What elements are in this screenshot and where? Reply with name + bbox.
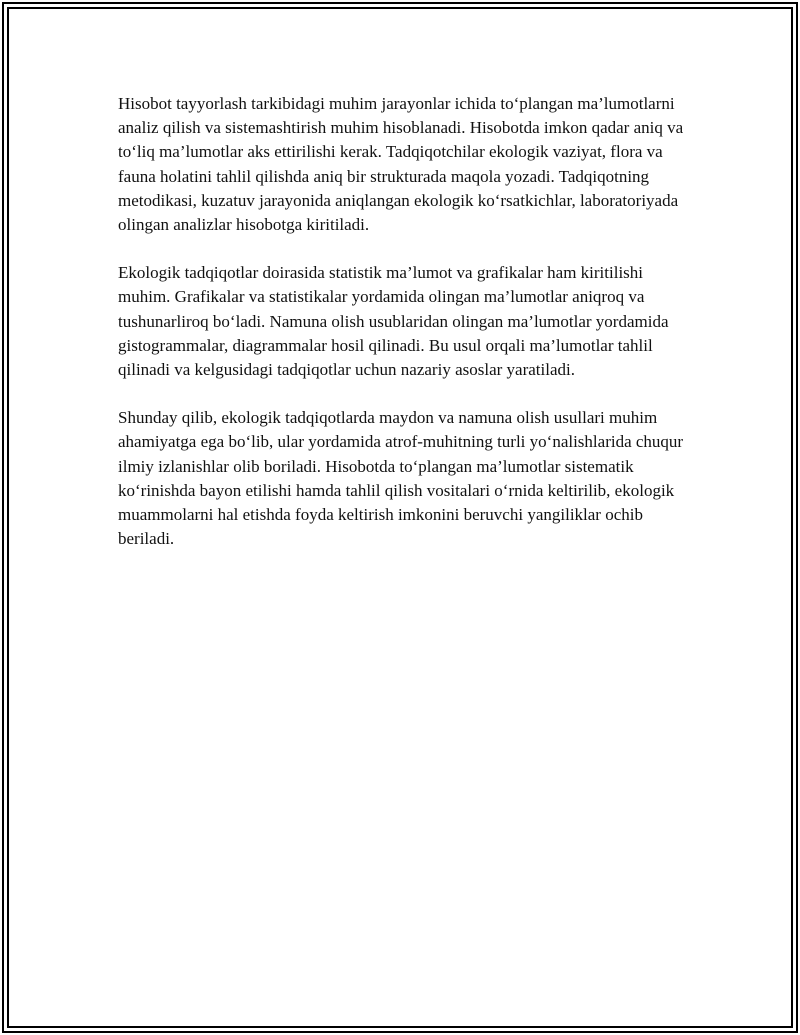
document-body [118, 92, 693, 575]
paragraph-3: Shunday qilib, ekologik tadqiqotlarda maydon va namuna olish usullari muhim ahamiyatga ega bo‘lib, ular yordamida atrof-muhitning turli yo‘nalishlarida chuqur ilmiy izlanishlar olib boriladi. Hisobotda to‘plangan ma’lumotlar sistematik ko‘rinishda bayon etilishi hamda tahlil qilish vositalari o‘rnida keltirilib, ekologik muammolarni hal etishda foyda keltirish imkonini beruvchi yangiliklar ochib beriladi. [118, 408, 684, 549]
paragraph-2: Ekologik tadqiqotlar doirasida statistik ma’lumot va grafikalar ham kiritilishi muhim. Grafikalar va statistikalar yordamida olingan ma’lumotlar aniqroq va tushunarliroq bo‘ladi. Namuna olish usublaridan olingan ma’lumotlar yordamida gistogrammalar, diagrammalar hosil qilinadi. Bu usul orqali ma’lumotlar tahlil qilinadi va kelgusidagi tadqiqotlar uchun nazariy asoslar yaratiladi. [118, 263, 669, 380]
paragraph-1: Hisobot tayyorlash tarkibidagi muhim jarayonlar ichida to‘plangan ma’lumotlarni analiz qilish va sistemashtirish muhim hisoblanadi. Hisobotda imkon qadar aniq va to‘liq ma’lumotlar aks ettirilishi kerak. Tadqiqotchilar ekologik vaziyat, flora va fauna holatini tahlil qilishda aniq bir strukturada maqola yozadi. Tadqiqotning metodikasi, kuzatuv jarayonida aniqlangan ekologik ko‘rsatkichlar, laboratoriyada olingan analizlar hisobotga kiritiladi. [118, 94, 684, 235]
